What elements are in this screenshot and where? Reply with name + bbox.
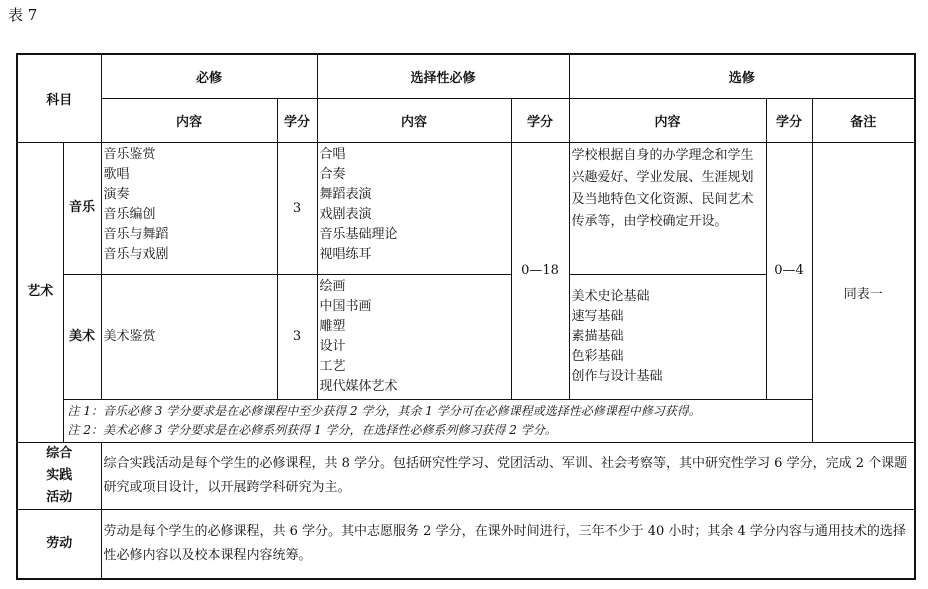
header-remarks: 备注 (812, 98, 915, 142)
list-item: 视唱练耳 (319, 246, 372, 262)
table-caption: 表 7 (8, 6, 38, 24)
list-item: 音乐鉴赏 (103, 146, 156, 162)
practice-label-line: 实践 (46, 467, 73, 483)
arts-elective-required-credit: 0—18 (511, 142, 569, 399)
list-item: 合唱 (319, 146, 346, 162)
practice-text: 综合实践活动是每个学生的必修课程，共 8 学分。包括研究性学习、党团活动、军训、社会考察等，其中研究性学习 6 学分，完成 2 个课题研究或项目设计，以开展跨学科研究为主。 (101, 442, 915, 509)
arts-elective-credit: 0—4 (766, 142, 812, 399)
header-required-credit: 学分 (277, 98, 317, 142)
header-subject: 科目 (17, 54, 101, 142)
arts-remarks: 同表一 (812, 142, 915, 442)
labor-label: 劳动 (17, 509, 101, 579)
labor-text: 劳动是每个学生的必修课程，共 6 学分。其中志愿服务 2 学分，在课外时间进行，三年不少于 40 小时；其余 4 学分内容与通用技术的选择性必修内容以及校本课程内容统筹。 (101, 509, 915, 579)
list-item: 速写基础 (571, 308, 624, 324)
list-item: 合奏 (319, 166, 346, 182)
list-item: 现代媒体艺术 (319, 378, 398, 394)
list-item: 戏剧表演 (319, 206, 372, 222)
fine-arts-required-credit: 3 (277, 274, 317, 399)
fine-arts-required-list (101, 274, 277, 399)
header-required-content: 内容 (101, 98, 277, 142)
list-item: 中国书画 (319, 298, 372, 314)
header-required: 必修 (101, 54, 317, 98)
list-item: 工艺 (319, 358, 346, 374)
note-line: 注 2：美术必修 3 学分要求是在必修系列获得 1 学分，在选择性必修系列修习获得 2 学分。 (67, 422, 557, 437)
list-item: 色彩基础 (571, 348, 624, 364)
list-item: 设计 (319, 338, 346, 354)
practice-label-line: 综合 (46, 445, 73, 461)
header-elective-credit: 学分 (766, 98, 812, 142)
music-label: 音乐 (63, 142, 101, 274)
list-item: 舞蹈表演 (319, 186, 372, 202)
list-item: 创作与设计基础 (571, 368, 663, 384)
list-item: 演奏 (103, 186, 130, 202)
fine-arts-elective-required-list (317, 274, 511, 399)
header-elective: 选修 (569, 54, 915, 98)
list-item: 雕塑 (319, 318, 346, 334)
header-elective-required-content: 内容 (317, 98, 511, 142)
list-item: 音乐与戏剧 (103, 246, 169, 262)
arts-label: 艺术 (17, 142, 63, 442)
practice-label (17, 442, 101, 509)
list-item: 音乐编创 (103, 206, 156, 222)
list-item: 美术鉴赏 (103, 328, 156, 344)
list-item: 美术史论基础 (571, 288, 650, 304)
music-elective-required-list (317, 142, 511, 274)
arts-notes (63, 399, 812, 442)
practice-label-line: 活动 (46, 489, 73, 505)
curriculum-table (16, 53, 916, 580)
note-line: 注 1：音乐必修 3 学分要求是在必修课程中至少获得 2 学分，其余 1 学分可在必修课程或选择性必修课程中修习获得。 (67, 403, 701, 418)
list-item: 素描基础 (571, 328, 624, 344)
list-item: 歌唱 (103, 166, 130, 182)
list-item: 绘画 (319, 278, 346, 294)
list-item: 音乐基础理论 (319, 226, 398, 242)
music-required-credit: 3 (277, 142, 317, 274)
list-item: 音乐与舞蹈 (103, 226, 169, 242)
header-elective-required: 选择性必修 (317, 54, 569, 98)
header-elective-required-credit: 学分 (511, 98, 569, 142)
header-elective-content: 内容 (569, 98, 766, 142)
fine-arts-elective-list (569, 274, 766, 399)
music-required-list (101, 142, 277, 274)
fine-arts-label: 美术 (63, 274, 101, 399)
music-elective-text: 学校根据自身的办学理念和学生兴趣爱好、学业发展、生涯规划及当地特色文化资源、民间艺术传承等，由学校确定开设。 (569, 142, 766, 274)
